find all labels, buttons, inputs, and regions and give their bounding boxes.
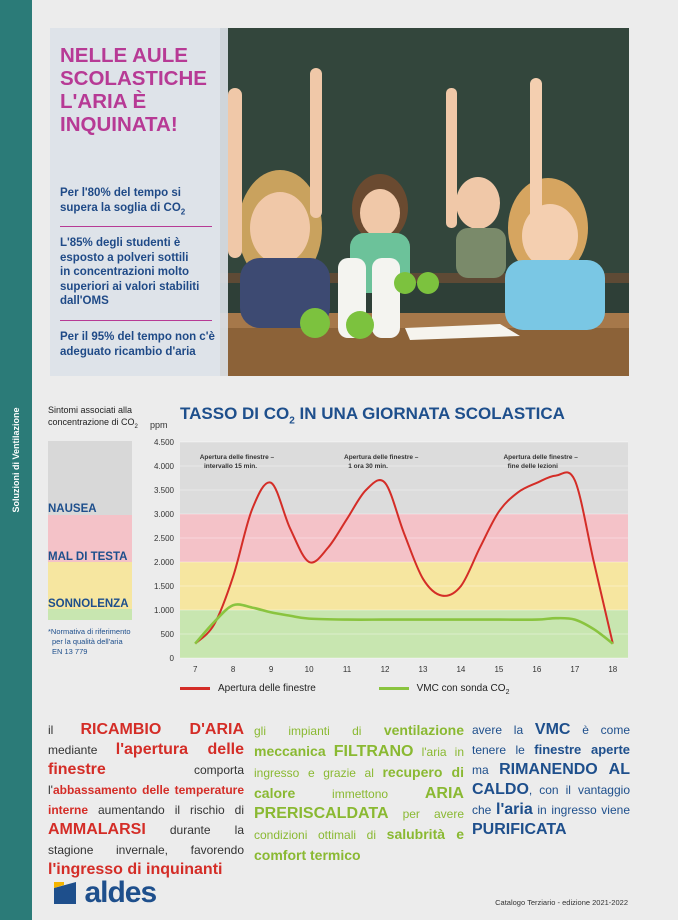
text-column-1 (48, 720, 244, 880)
x-tick-label: 18 (608, 665, 618, 674)
stat-line: esposto a polveri sottili (60, 251, 189, 264)
brand-name: aldes (84, 876, 157, 909)
x-tick-label: 12 (380, 665, 390, 674)
chart-legend (180, 683, 509, 696)
text: aumentando il rischio di (98, 803, 244, 817)
stat-line: Per il 95% del tempo non c'è (60, 331, 215, 343)
text-column-3 (472, 720, 630, 840)
y-tick-label: 3.000 (153, 510, 174, 519)
heading-line: Sintomi associati alla (48, 405, 133, 415)
text: è come tenere le (472, 723, 630, 757)
highlight: abbassamento delle temperature interne (48, 783, 244, 817)
symptom-nausea: NAUSEA (48, 503, 97, 515)
annotation-label: intervallo 15 min. (203, 462, 258, 470)
divider (60, 226, 212, 227)
highlight: ARIA PRERISCALDATA (254, 785, 464, 822)
hero-title (60, 44, 230, 136)
title-text: IN UNA GIORNATA SCOLASTICA (294, 404, 565, 423)
aldes-logo (50, 876, 156, 910)
title-line: L'ARIA È (60, 90, 147, 113)
highlight: finestre aperte (534, 742, 631, 757)
stat-line: L'85% degli studenti è (60, 237, 181, 249)
text: , con il vantaggio che (472, 783, 630, 817)
text: il (48, 723, 54, 737)
text: durante la stagione invernale, favorendo (48, 823, 244, 857)
hero-banner (50, 28, 629, 376)
stat-line: in concentrazioni molto (60, 266, 190, 278)
y-tick-label: 2.500 (153, 534, 174, 543)
x-tick-label: 7 (192, 665, 198, 674)
y-tick-label: 3.500 (153, 486, 174, 495)
stats-panel (50, 28, 228, 376)
note-line: per la qualità dell'aria (52, 637, 123, 646)
y-tick-label: 0 (169, 654, 174, 663)
x-tick-label: 10 (304, 665, 314, 674)
x-tick-label: 8 (230, 665, 236, 674)
section-label: Soluzioni di Ventilazione (11, 407, 21, 513)
side-band (0, 0, 32, 920)
highlight: FILTRANO (333, 743, 414, 760)
text: comporta l' (48, 763, 244, 797)
text: avere la (472, 723, 524, 737)
x-tick-label: 15 (494, 665, 504, 674)
highlight: AMMALARSI (48, 821, 146, 838)
subscript: 2 (505, 689, 510, 696)
highlight: l'ingresso di inquinanti (48, 861, 223, 878)
annotation-label: 1 ora 30 min. (348, 462, 388, 470)
note-line: EN 13 779 (52, 647, 88, 656)
text: per avere condizioni ottimali di (254, 807, 464, 842)
highlight: l'apertura delle finestre (48, 741, 244, 778)
y-tick-label: 4.500 (153, 438, 174, 447)
title-line: NELLE AULE (60, 44, 188, 67)
highlight: l'aria (496, 801, 533, 818)
classroom-photo (220, 28, 629, 376)
annotation-label: fine delle lezioni (507, 462, 558, 470)
x-tick-label: 11 (342, 665, 352, 674)
symptom-scale (48, 441, 132, 620)
highlight: PURIFICATA (472, 821, 567, 838)
y-tick-label: 1.000 (153, 606, 174, 615)
x-tick-label: 14 (456, 665, 466, 674)
text: immettono (332, 787, 389, 801)
logo-mark-icon (50, 878, 80, 908)
symptom-drowsiness: SONNOLENZA (48, 598, 129, 610)
threshold-band (180, 442, 628, 514)
heading-line (48, 416, 138, 433)
note-line: *Normativa di riferimento (48, 627, 131, 636)
chart-title (180, 404, 565, 426)
text: ma (472, 763, 489, 777)
annotation-label: Apertura delle finestre – (503, 453, 578, 461)
highlight: ventilazione meccanica (254, 722, 464, 759)
standard-note (48, 627, 131, 657)
highlight: salubrità e comfort termico (254, 826, 465, 863)
y-tick-label: 500 (160, 630, 174, 639)
legend-swatch-green (379, 687, 409, 690)
catalog-edition: Catalogo Terziario - edizione 2021-2022 (495, 898, 628, 907)
stat-particulate (60, 236, 220, 309)
stat-text: supera la soglia di CO (60, 201, 181, 214)
stat-line: dall'OMS (60, 295, 109, 307)
highlight: RIMANENDO AL CALDO (472, 761, 630, 798)
annotation-label: Apertura delle finestre – (199, 453, 275, 461)
divider (60, 320, 212, 321)
highlight: recupero di calore (254, 764, 464, 801)
title-line: SCOLASTICHE (60, 67, 207, 90)
text: gli impianti di (254, 724, 362, 738)
y-tick-label: 2.000 (153, 558, 174, 567)
highlight: VMC (534, 721, 571, 738)
co2-line-chart (140, 430, 640, 680)
stat-line: Per l'80% del tempo si (60, 187, 181, 199)
text-column-2 (254, 720, 464, 866)
x-tick-label: 16 (532, 665, 542, 674)
stat-air-exchange (60, 330, 220, 359)
title-text: TASSO DI CO (180, 404, 290, 423)
legend-label: VMC con sonda CO (416, 683, 506, 694)
stat-line: superiori ai valori stabiliti (60, 280, 200, 293)
stat-co2 (60, 186, 220, 219)
symptoms-heading (48, 404, 138, 433)
heading-text: concentrazione di CO (48, 417, 135, 427)
band-green (48, 609, 132, 620)
stat-line: adeguato ricambio d'aria (60, 345, 196, 358)
subscript: 2 (134, 423, 138, 430)
y-tick-label: 4.000 (153, 462, 174, 471)
stat-line (60, 201, 220, 220)
y-tick-label: 1.500 (153, 582, 174, 591)
legend-label: Apertura delle finestre (218, 683, 316, 694)
x-tick-label: 9 (268, 665, 274, 674)
text: mediante (48, 743, 98, 757)
x-tick-label: 13 (418, 665, 428, 674)
title-line: INQUINATA! (60, 113, 178, 136)
annotation-label: Apertura delle finestre – (344, 453, 419, 461)
text: l'aria in ingresso e grazie al (254, 745, 465, 780)
subscript: 2 (289, 415, 295, 427)
highlight: RICAMBIO D'ARIA (80, 721, 244, 738)
symptom-headache: MAL DI TESTA (48, 551, 128, 563)
x-tick-label: 17 (570, 665, 580, 674)
legend-swatch-red (180, 687, 210, 690)
text: in ingresso viene (537, 803, 630, 817)
y-axis-unit: ppm (150, 420, 168, 430)
subscript: 2 (180, 206, 186, 216)
